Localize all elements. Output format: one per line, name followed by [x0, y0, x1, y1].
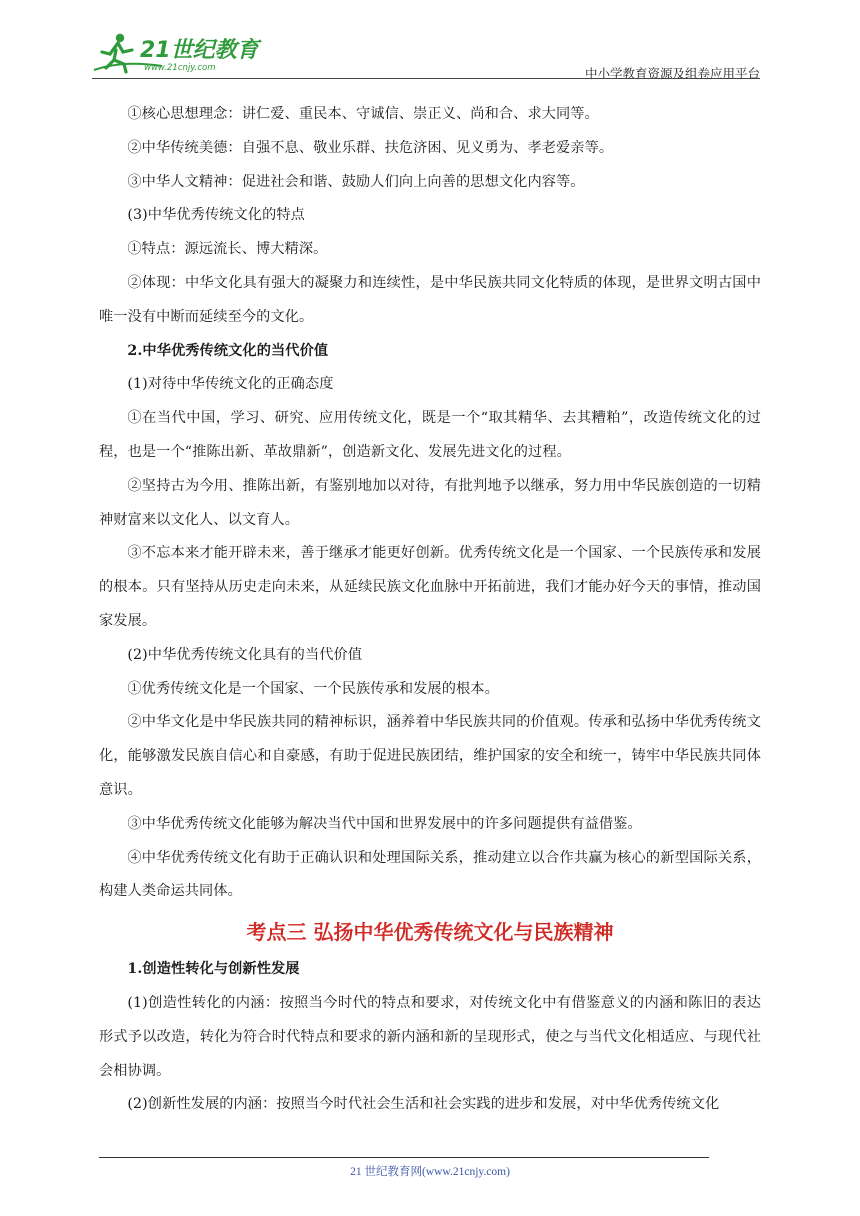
paragraph: ②中华文化是中华民族共同的精神标识，涵养着中华民族共同的价值观。传承和弘扬中华优秀传统文化，能够激发民族自信心和自豪感，有助于促进民族团结，维护国家的安全和统一，铸牢中华民族共同体意识。: [99, 714, 761, 798]
paragraph: (2)创新性发展的内涵：按照当今时代社会生活和社会实践的进步和发展，对中华优秀传统文化: [127, 1096, 720, 1113]
subsection-heading: 2.中华优秀传统文化的当代价值: [127, 342, 329, 359]
paragraph: ③中华优秀传统文化能够为解决当代中国和世界发展中的许多问题提供有益借鉴。: [127, 815, 642, 832]
paragraph: (1)对待中华传统文化的正确态度: [127, 376, 334, 393]
paragraph: (2)中华优秀传统文化具有的当代价值: [127, 646, 363, 663]
svg-text:21世纪教育: 21世纪教育: [140, 38, 259, 63]
paragraph: ①在当代中国，学习、研究、应用传统文化，既是一个“取其精华、去其糟粕”，改造传统文化的过程，也是一个“推陈出新、革故鼎新”，创造新文化、发展先进文化的过程。: [99, 410, 761, 460]
section-heading: 考点三 弘扬中华优秀传统文化与民族精神: [246, 920, 614, 945]
paragraph: ②体现：中华文化具有强大的凝聚力和连续性，是中华民族共同文化特质的体现，是世界文明古国中唯一没有中断而延续至今的文化。: [99, 274, 761, 325]
document-body: [99, 98, 761, 1122]
paragraph: ③不忘本来才能开辟未来，善于继承才能更好创新。优秀传统文化是一个国家、一个民族传承和发展的根本。只有坚持从历史走向未来，从延续民族文化血脉中开拓前进，我们才能办好今天的事情，推动国家发展。: [99, 545, 761, 629]
runner-logo-icon: [92, 30, 262, 76]
paragraph: ②坚持古为今用、推陈出新，有鉴别地加以对待，有批判地予以继承，努力用中华民族创造的一切精神财富来以文化人、以文育人。: [99, 477, 761, 528]
paragraph: ①优秀传统文化是一个国家、一个民族传承和发展的根本。: [127, 680, 499, 697]
footer-link[interactable]: 21 世纪教育网(www.21cnjy.com): [350, 1166, 510, 1178]
paragraph: ①核心思想理念：讲仁爱、重民本、守诚信、崇正义、尚和合、求大同等。: [127, 106, 599, 122]
site-logo[interactable]: [92, 30, 262, 76]
footer-divider: [99, 1157, 709, 1158]
page-header: [92, 30, 760, 80]
paragraph: ②中华传统美德：自强不息、敬业乐群、扶危济困、见义勇为、孝老爱亲等。: [127, 139, 614, 156]
platform-name: 中小学教育资源及组卷应用平台: [584, 66, 760, 81]
paragraph: (3)中华优秀传统文化的特点: [127, 207, 305, 224]
paragraph: (1)创造性转化的内涵：按照当今时代的特点和要求，对传统文化中有借鉴意义的内涵和陈旧的表达形式予以改造，转化为符合时代特点和要求的新内涵和新的呈现形式，使之与当代文化相适应、与现代社会相协调。: [99, 994, 761, 1079]
subsection-heading: 1.创造性转化与创新性发展: [127, 961, 300, 978]
header-divider: [92, 78, 760, 79]
paragraph: ①特点：源远流长、博大精深。: [127, 241, 328, 258]
paragraph: ③中华人文精神：促进社会和谐、鼓励人们向上向善的思想文化内容等。: [127, 173, 585, 190]
svg-text:www.21cnjy.com: www.21cnjy.com: [144, 63, 216, 73]
paragraph: ④中华优秀传统文化有助于正确认识和处理国际关系，推动建立以合作共赢为核心的新型国际关系，构建人类命运共同体。: [99, 849, 761, 900]
